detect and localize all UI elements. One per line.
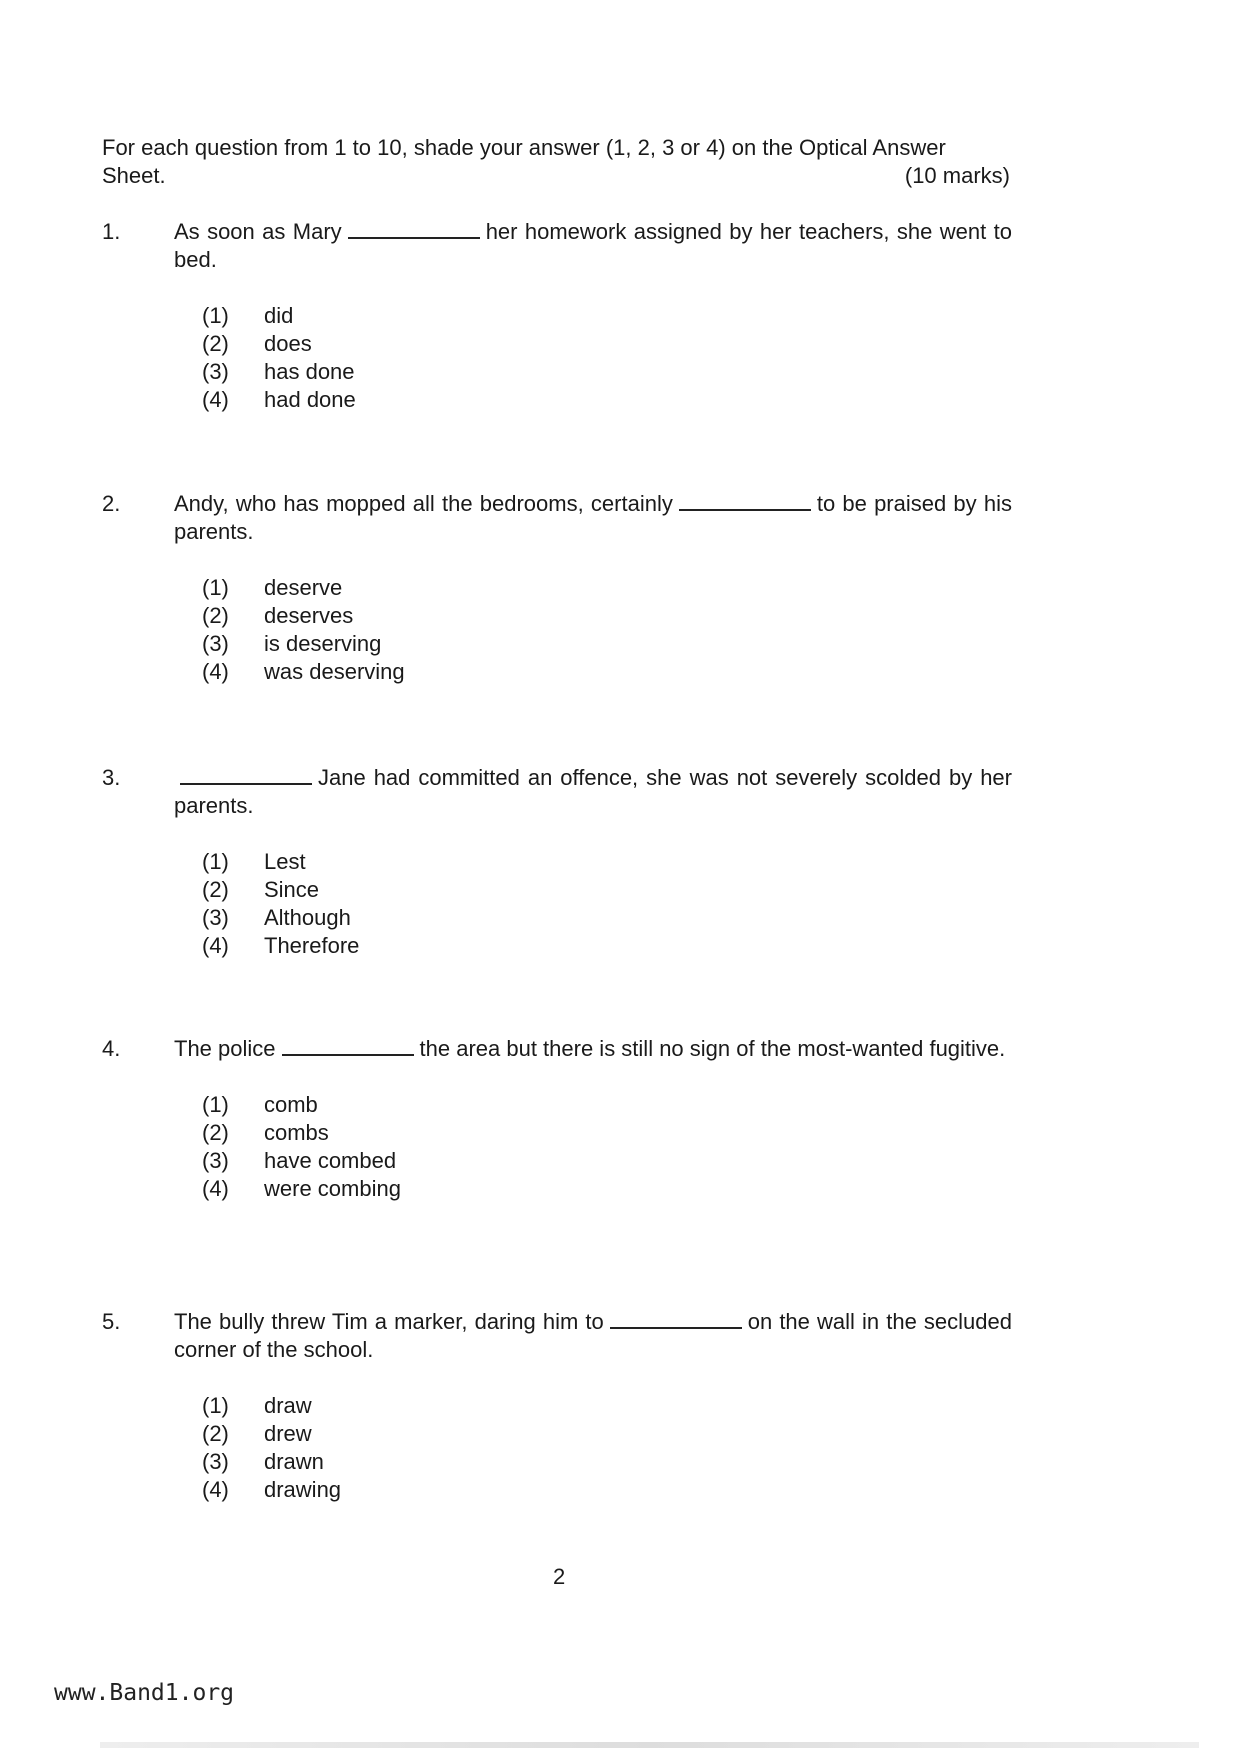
option-text: Lest [264, 849, 306, 874]
option-text: Since [264, 877, 320, 902]
page-number: 2 [553, 1564, 566, 1589]
option-text: drawing [264, 1477, 342, 1502]
option-number: (2) [202, 331, 229, 356]
question-text-after: her homework assigned by her teachers, she went to bed. [174, 219, 1012, 272]
option-number: (4) [202, 1176, 229, 1201]
option-item [202, 1476, 1012, 1504]
option-number: (4) [202, 659, 229, 684]
option-text: had done [264, 387, 356, 412]
option-text: does [264, 331, 312, 356]
option-text: deserves [264, 603, 354, 628]
option-number: (2) [202, 1421, 229, 1446]
option-item [202, 1175, 1012, 1203]
answer-blank [610, 1309, 742, 1329]
question-number: 5. [102, 1309, 121, 1334]
answer-blank [679, 491, 811, 511]
option-item [202, 386, 1012, 414]
option-number: (4) [202, 933, 229, 958]
instructions [102, 134, 1010, 190]
option-item [202, 658, 1012, 686]
option-item [202, 1147, 1012, 1175]
question-text [174, 1308, 1012, 1364]
option-text: is deserving [264, 631, 382, 656]
option-number: (1) [202, 1393, 229, 1418]
instructions-text: For each question from 1 to 10, shade your answer (1, 2, 3 or 4) on the Optical Answer Sheet. [102, 135, 946, 188]
options-list [202, 848, 1012, 960]
option-item [202, 630, 1012, 658]
option-text: drawn [264, 1449, 324, 1474]
option-number: (3) [202, 359, 229, 384]
question-5 [102, 1308, 1012, 1504]
question-3 [102, 764, 1012, 960]
option-number: (1) [202, 1092, 229, 1117]
option-text: combs [264, 1120, 329, 1145]
marks-label: (10 marks) [904, 163, 1010, 188]
question-text [174, 1035, 1012, 1063]
option-item [202, 932, 1012, 960]
option-number: (1) [202, 303, 229, 328]
question-text-before: The police [174, 1036, 276, 1061]
option-item [202, 302, 1012, 330]
answer-blank [348, 219, 480, 239]
option-number: (3) [202, 1148, 229, 1173]
options-list [202, 1392, 1012, 1504]
question-text [174, 490, 1012, 546]
option-number: (2) [202, 877, 229, 902]
option-text: have combed [264, 1148, 397, 1173]
question-text-before: The bully threw Tim a marker, daring him to [174, 1309, 604, 1334]
option-text: drew [264, 1421, 312, 1446]
question-number: 2. [102, 491, 121, 516]
options-list [202, 574, 1012, 686]
options-list [202, 1091, 1012, 1203]
option-text: did [264, 303, 294, 328]
option-number: (4) [202, 1477, 229, 1502]
option-text: draw [264, 1393, 312, 1418]
option-item [202, 358, 1012, 386]
option-number: (2) [202, 603, 229, 628]
question-number: 4. [102, 1036, 121, 1061]
option-item [202, 876, 1012, 904]
footer-watermark: www.Band1.org [54, 1680, 235, 1706]
question-text-after: on the wall in the secluded corner of the school. [174, 1309, 1012, 1362]
option-text: comb [264, 1092, 318, 1117]
option-item [202, 574, 1012, 602]
option-text: Although [264, 905, 351, 930]
question-text [174, 218, 1012, 274]
option-item [202, 1420, 1012, 1448]
option-item [202, 602, 1012, 630]
option-item [202, 1392, 1012, 1420]
question-1 [102, 218, 1012, 414]
question-2 [102, 490, 1012, 686]
option-number: (1) [202, 575, 229, 600]
option-item [202, 330, 1012, 358]
question-text-after: to be praised by his parents. [174, 491, 1012, 544]
answer-blank [180, 765, 312, 785]
option-text: deserve [264, 575, 343, 600]
question-number: 1. [102, 219, 121, 244]
question-text-after: Jane had committed an offence, she was not severely scolded by her parents. [174, 765, 1012, 818]
question-text-before: Andy, who has mopped all the bedrooms, certainly [174, 491, 673, 516]
option-number: (1) [202, 849, 229, 874]
scan-artifact [100, 1742, 1199, 1748]
option-item [202, 1448, 1012, 1476]
answer-blank [282, 1036, 414, 1056]
option-text: was deserving [264, 659, 405, 684]
question-4 [102, 1035, 1012, 1203]
options-list [202, 302, 1012, 414]
question-text-after: the area but there is still no sign of the most-wanted fugitive. [419, 1036, 1006, 1061]
option-number: (3) [202, 631, 229, 656]
option-item [202, 848, 1012, 876]
question-number: 3. [102, 765, 121, 790]
question-text-before: As soon as Mary [174, 219, 342, 244]
option-text: has done [264, 359, 355, 384]
option-number: (3) [202, 1449, 229, 1474]
option-text: were combing [264, 1176, 401, 1201]
option-item [202, 1119, 1012, 1147]
option-number: (3) [202, 905, 229, 930]
option-item [202, 904, 1012, 932]
option-text: Therefore [264, 933, 360, 958]
option-number: (4) [202, 387, 229, 412]
option-number: (2) [202, 1120, 229, 1145]
question-text [174, 764, 1012, 820]
option-item [202, 1091, 1012, 1119]
